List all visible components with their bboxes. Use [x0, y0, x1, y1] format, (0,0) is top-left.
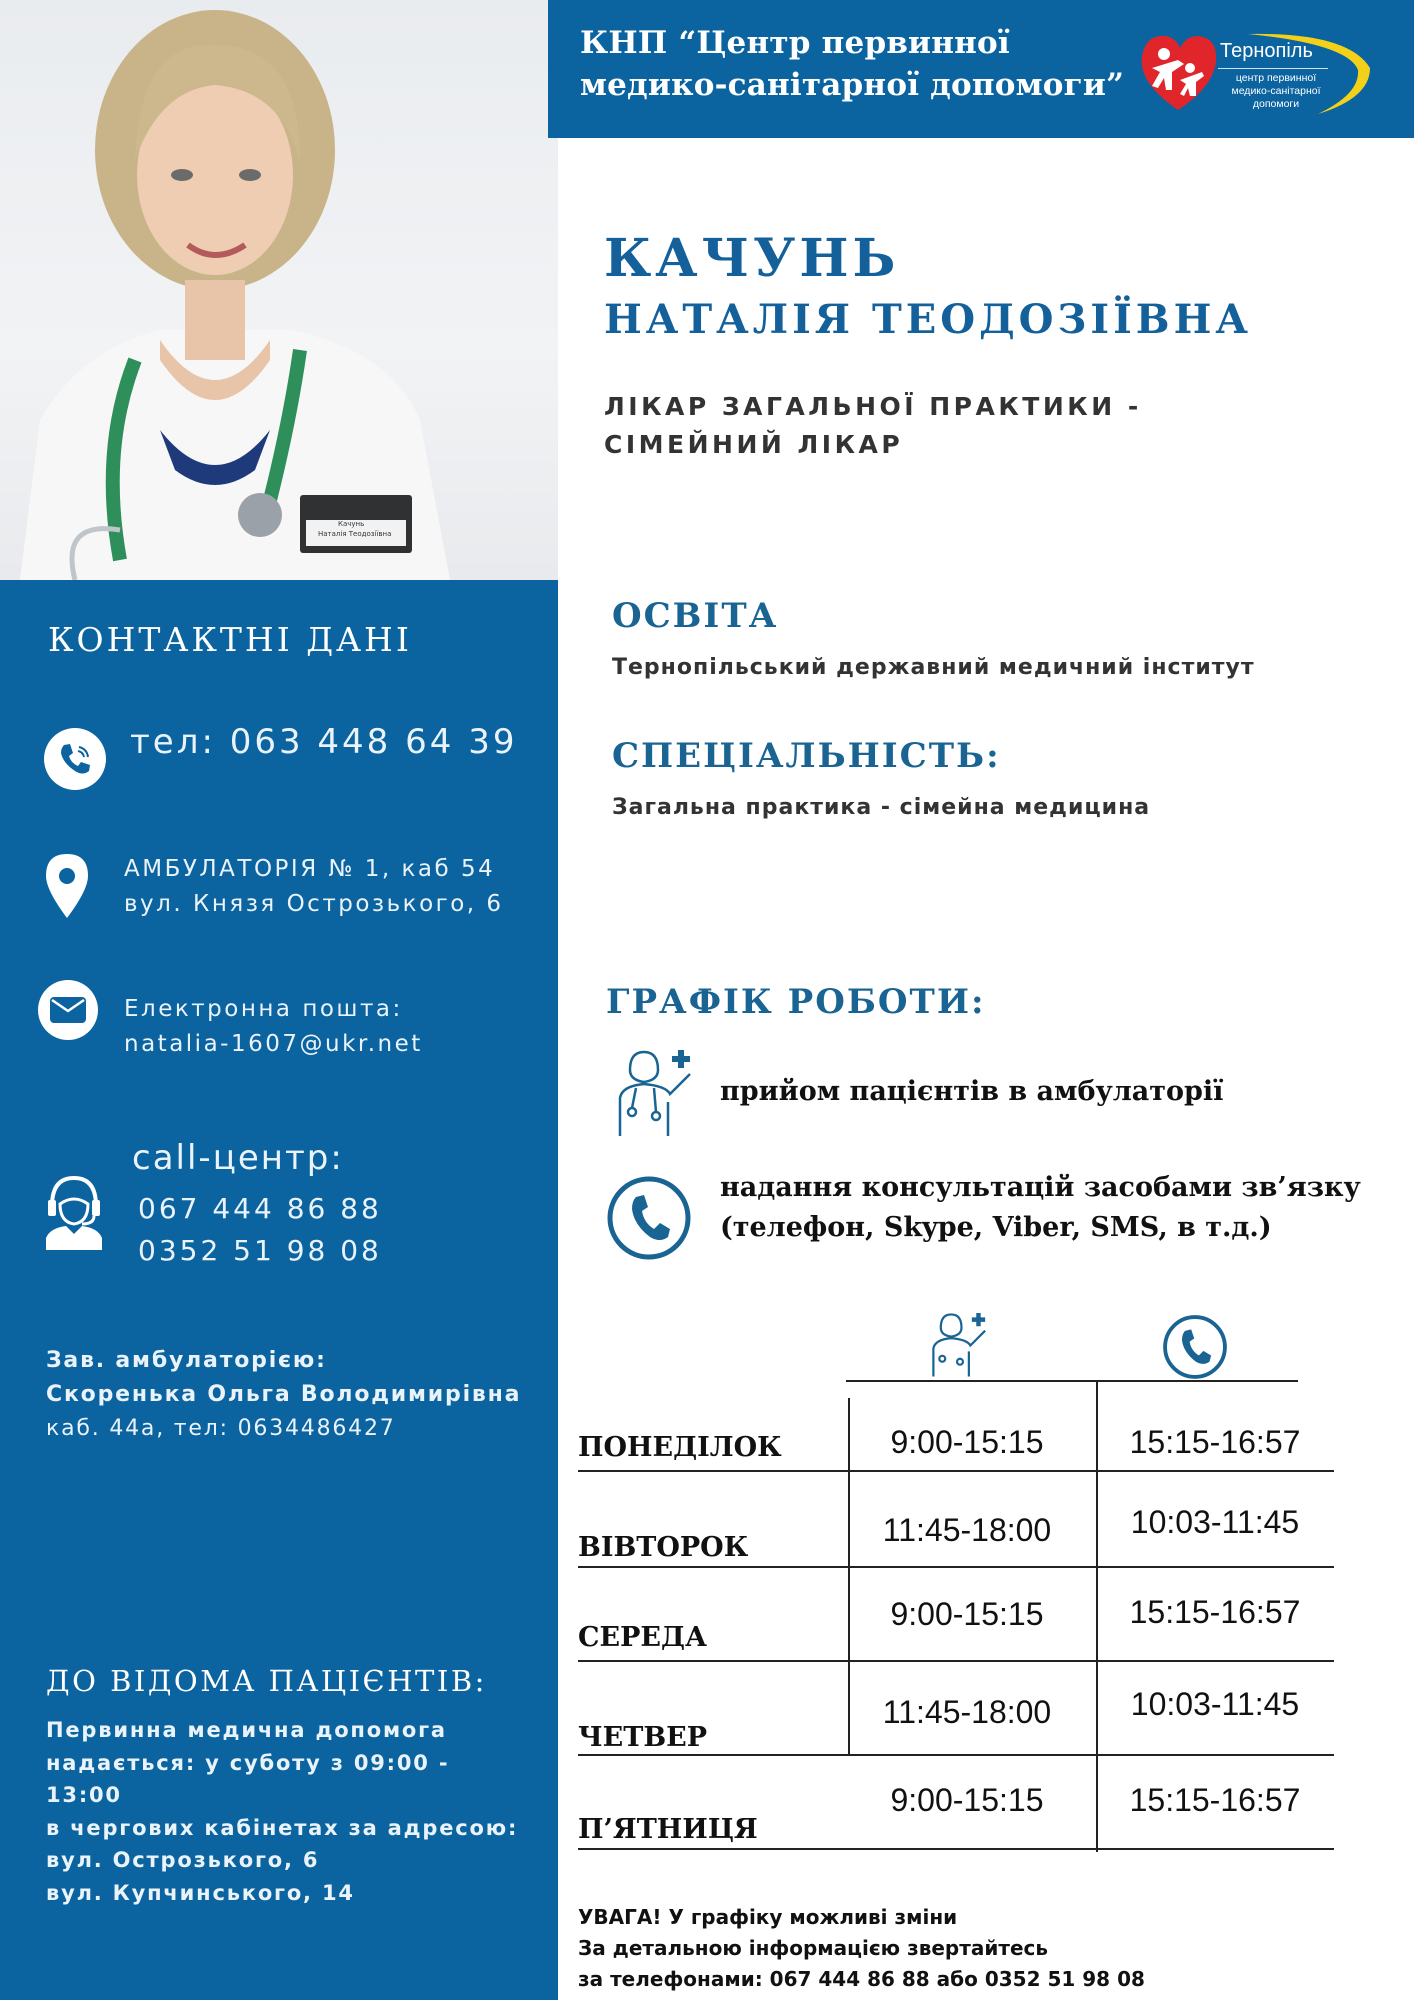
- row-rule: [578, 1848, 1334, 1850]
- inperson-monday: 9:00-15:15: [890, 1424, 1044, 1460]
- logo-city: Тернопіль: [1220, 40, 1313, 62]
- doctor-surname: КАЧУНЬ: [604, 228, 900, 289]
- logo-sub-line3: допомоги: [1252, 98, 1300, 110]
- day-thursday: ЧЕТВЕР: [578, 1722, 708, 1753]
- education-text: Тернопільський державний медичний інститут: [612, 655, 1255, 680]
- ambulatory-head: [46, 1344, 521, 1446]
- contact-email-block: [124, 992, 423, 1062]
- doctor-portrait-illustration: [0, 0, 558, 580]
- row-rule: [578, 1754, 1334, 1756]
- phone-consult-icon: [606, 1175, 692, 1261]
- legend-inperson: прийом пацієнтів в амбулаторії: [720, 1076, 1224, 1107]
- schedule-heading: ГРАФІК РОБОТИ:: [606, 982, 986, 1022]
- address-line2: вул. Князя Острозького, 6: [124, 891, 504, 917]
- inperson-friday: 9:00-15:15: [890, 1782, 1044, 1818]
- contact-address: [124, 852, 504, 922]
- doctor-role: [604, 388, 1142, 464]
- org-logo: [1138, 28, 1388, 118]
- org-name-line2: медико-санітарної допомоги”: [580, 67, 1125, 103]
- contact-phone[interactable]: тел: 063 448 64 39: [130, 722, 518, 762]
- badge-name: Качунь: [338, 520, 365, 528]
- call-center-headset-icon: [44, 1172, 104, 1252]
- remote-thursday: 10:03-11:45: [1130, 1686, 1300, 1722]
- patients-notice-heading: ДО ВІДОМА ПАЦІЄНТІВ:: [46, 1664, 487, 1698]
- location-pin-icon: [44, 852, 90, 920]
- inperson-wednesday: 9:00-15:15: [890, 1596, 1044, 1632]
- phone-icon: [44, 728, 106, 790]
- notice-text-line4: в чергових кабінетах за адресою:: [46, 1815, 519, 1840]
- column-inperson-icon: [924, 1310, 996, 1378]
- legend-remote-line1: надання консультацій засобами зв’язку: [720, 1172, 1361, 1203]
- address-line1: АМБУЛАТОРІЯ № 1, каб 54: [124, 856, 496, 882]
- email-label: Електронна пошта:: [124, 996, 403, 1022]
- contacts-panel: [0, 580, 558, 2000]
- column-remote-icon: [1162, 1314, 1228, 1380]
- notice-line2: За детальною інформацією звертайтесь: [578, 1936, 1049, 1960]
- legend-remote-line2: (телефон, Skype, Viber, SMS, в т.д.): [720, 1212, 1272, 1243]
- notice-text-line1: Первинна медична допомога: [46, 1718, 447, 1742]
- table-header-rule: [846, 1380, 1298, 1382]
- patients-notice-text: [46, 1714, 518, 1909]
- day-monday: ПОНЕДІЛОК: [578, 1432, 782, 1463]
- notice-text-line2: надається: у суботу з 09:00 -: [46, 1750, 450, 1775]
- notice-text-line3: 13:00: [46, 1783, 122, 1807]
- remote-tuesday: 10:03-11:45: [1130, 1504, 1300, 1540]
- remote-friday: 15:15-16:57: [1129, 1782, 1301, 1818]
- org-name-line1: КНП “Центр первинної: [580, 25, 1010, 61]
- doctor-given-names: НАТАЛІЯ ТЕОДОЗІЇВНА: [604, 296, 1252, 343]
- head-name: Скоренька Ольга Володимирівна: [46, 1382, 522, 1407]
- org-header: [548, 0, 1414, 138]
- logo-divider: [1218, 68, 1328, 69]
- inperson-thursday: 11:45-18:00: [882, 1694, 1052, 1730]
- head-label: Зав. амбулаторією:: [46, 1348, 327, 1373]
- email-icon: [38, 980, 98, 1040]
- org-name: [580, 22, 1124, 106]
- doctor-icon: [608, 1046, 704, 1138]
- row-rule: [578, 1470, 1334, 1472]
- row-rule: [578, 1566, 1334, 1568]
- badge-fullname: Наталія Теодозіївна: [318, 530, 392, 538]
- education-heading: ОСВІТА: [612, 596, 779, 636]
- callcenter-phone-2[interactable]: 0352 51 98 08: [138, 1234, 382, 1267]
- notice-line3: за телефонами: 067 444 86 88 або 0352 51 98 08: [578, 1967, 1145, 1991]
- callcenter-label: call-центр:: [132, 1138, 344, 1178]
- contacts-heading: КОНТАКТНІ ДАНІ: [48, 620, 412, 659]
- logo-sub-line1: центр первинної: [1235, 72, 1317, 84]
- inperson-tuesday: 11:45-18:00: [882, 1512, 1052, 1548]
- logo-subtitle: [1216, 72, 1336, 111]
- email-address[interactable]: natalia-1607@ukr.net: [124, 1031, 423, 1057]
- row-rule: [578, 1660, 1334, 1662]
- notice-line1: УВАГА! У графіку можливі зміни: [578, 1905, 958, 1929]
- day-friday: П’ЯТНИЦЯ: [578, 1814, 758, 1845]
- legend-remote: [720, 1168, 1361, 1248]
- notice-text-line6: вул. Купчинського, 14: [46, 1880, 355, 1905]
- callcenter-phones: [138, 1188, 382, 1272]
- specialty-text: Загальна практика - сімейна медицина: [612, 795, 1151, 820]
- specialty-heading: СПЕЦІАЛЬНІСТЬ:: [612, 736, 1001, 776]
- callcenter-phone-1[interactable]: 067 444 86 88: [138, 1192, 382, 1225]
- day-wednesday: СЕРЕДА: [578, 1622, 707, 1653]
- logo-sub-line2: медико-санітарної: [1231, 85, 1321, 97]
- role-line2: СІМЕЙНИЙ ЛІКАР: [604, 430, 904, 459]
- role-line1: ЛІКАР ЗАГАЛЬНОЇ ПРАКТИКИ -: [604, 392, 1142, 421]
- head-contact: каб. 44а, тел: 0634486427: [46, 1416, 396, 1441]
- remote-wednesday: 15:15-16:57: [1129, 1594, 1301, 1630]
- notice-text-line5: вул. Острозького, 6: [46, 1848, 320, 1872]
- day-tuesday: ВІВТОРОК: [578, 1532, 749, 1563]
- schedule-change-notice: [578, 1902, 1145, 1995]
- doctor-photo: [0, 0, 558, 580]
- remote-monday: 15:15-16:57: [1129, 1424, 1301, 1460]
